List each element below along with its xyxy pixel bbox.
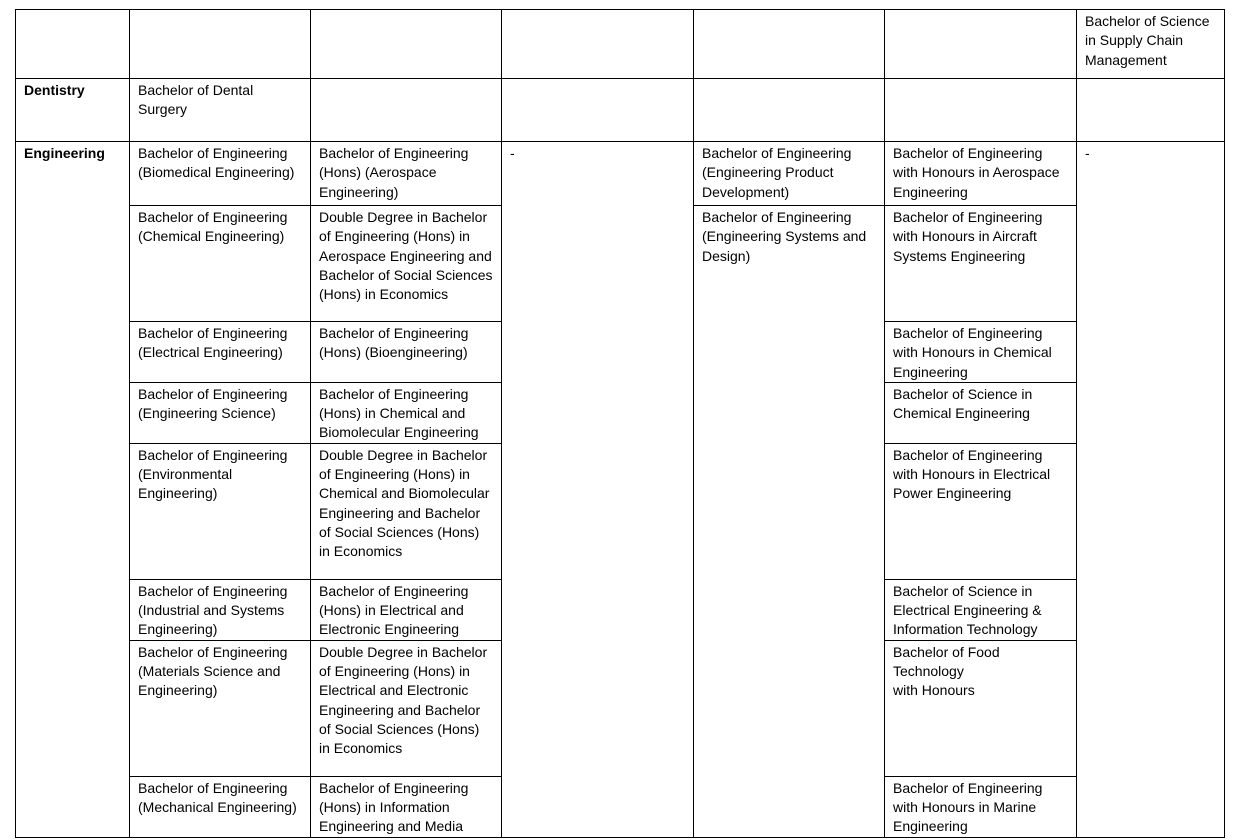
table-cell: Bachelor of Engineering (Engineering Science) bbox=[130, 382, 311, 443]
table-cell: Bachelor of Science in Supply Chain Management bbox=[1077, 10, 1225, 79]
degree-table bbox=[15, 9, 1225, 838]
table-cell: Double Degree in Bachelor of Engineering (Hons) in Aerospace Engineering and Bachelor of Social Sciences (Hons) in Economics bbox=[311, 206, 502, 322]
table-cell: Bachelor of Engineering (Environmental Engineering) bbox=[130, 443, 311, 579]
table-cell: Bachelor of Engineering (Industrial and Systems Engineering) bbox=[130, 579, 311, 640]
faculty-name: Engineering bbox=[16, 142, 130, 838]
table-cell: Bachelor of Engineering (Hons) in Electrical and Electronic Engineering bbox=[311, 579, 502, 640]
table-cell: Bachelor of Engineering (Hons) in Chemical and Biomolecular Engineering bbox=[311, 382, 502, 443]
table-cell: Bachelor of Engineering (Hons) (Aerospace Engineering) bbox=[311, 142, 502, 206]
table-cell: Bachelor of Engineering with Honours in Aircraft Systems Engineering bbox=[885, 206, 1077, 322]
table-cell bbox=[16, 10, 130, 79]
table-cell bbox=[694, 79, 885, 142]
table-cell: - bbox=[1077, 142, 1225, 838]
table-cell: Bachelor of Engineering (Hons) in Information Engineering and Media bbox=[311, 776, 502, 837]
table-cell bbox=[1077, 79, 1225, 142]
table-cell: Bachelor of Engineering (Biomedical Engineering) bbox=[130, 142, 311, 206]
table-cell bbox=[311, 79, 502, 142]
table-cell bbox=[885, 10, 1077, 79]
table-cell: Bachelor of Engineering with Honours in Marine Engineering bbox=[885, 776, 1077, 837]
table-cell: Bachelor of Engineering (Electrical Engineering) bbox=[130, 322, 311, 383]
table-row bbox=[16, 142, 1225, 206]
faculty-name: Dentistry bbox=[16, 79, 130, 142]
table-cell: Bachelor of Engineering (Engineering Product Development) bbox=[694, 142, 885, 206]
table-cell: Bachelor of Engineering (Chemical Engineering) bbox=[130, 206, 311, 322]
table-cell: Bachelor of Engineering (Engineering Systems and Design) bbox=[694, 206, 885, 838]
table-cell: Bachelor of Science in Chemical Engineering bbox=[885, 382, 1077, 443]
table-row bbox=[16, 79, 1225, 142]
table-cell: Bachelor of Engineering (Hons) (Bioengineering) bbox=[311, 322, 502, 383]
table-cell: Bachelor of Engineering with Honours in Electrical Power Engineering bbox=[885, 443, 1077, 579]
table-cell: Bachelor of Dental Surgery bbox=[130, 79, 311, 142]
table-cell bbox=[885, 79, 1077, 142]
table-cell bbox=[130, 10, 311, 79]
table-cell: Bachelor of Engineering with Honours in Aerospace Engineering bbox=[885, 142, 1077, 206]
table-cell: - bbox=[502, 142, 694, 838]
table-cell: Double Degree in Bachelor of Engineering (Hons) in Chemical and Biomolecular Engineering and Bachelor of Social Sciences (Hons) in Economics bbox=[311, 443, 502, 579]
table-cell: Bachelor of Engineering with Honours in Chemical Engineering bbox=[885, 322, 1077, 383]
table-cell: Bachelor of Engineering (Materials Science and Engineering) bbox=[130, 640, 311, 776]
table-cell: Bachelor of Food Technology with Honours bbox=[885, 640, 1077, 776]
table-cell: Bachelor of Engineering (Mechanical Engineering) bbox=[130, 776, 311, 837]
table-cell bbox=[694, 10, 885, 79]
table-cell: Bachelor of Science in Electrical Engineering & Information Technology bbox=[885, 579, 1077, 640]
table-row bbox=[16, 10, 1225, 79]
table-cell bbox=[502, 79, 694, 142]
table-cell bbox=[502, 10, 694, 79]
table-cell bbox=[311, 10, 502, 79]
table-cell: Double Degree in Bachelor of Engineering (Hons) in Electrical and Electronic Engineering and Bachelor of Social Sciences (Hons) in Economics bbox=[311, 640, 502, 776]
